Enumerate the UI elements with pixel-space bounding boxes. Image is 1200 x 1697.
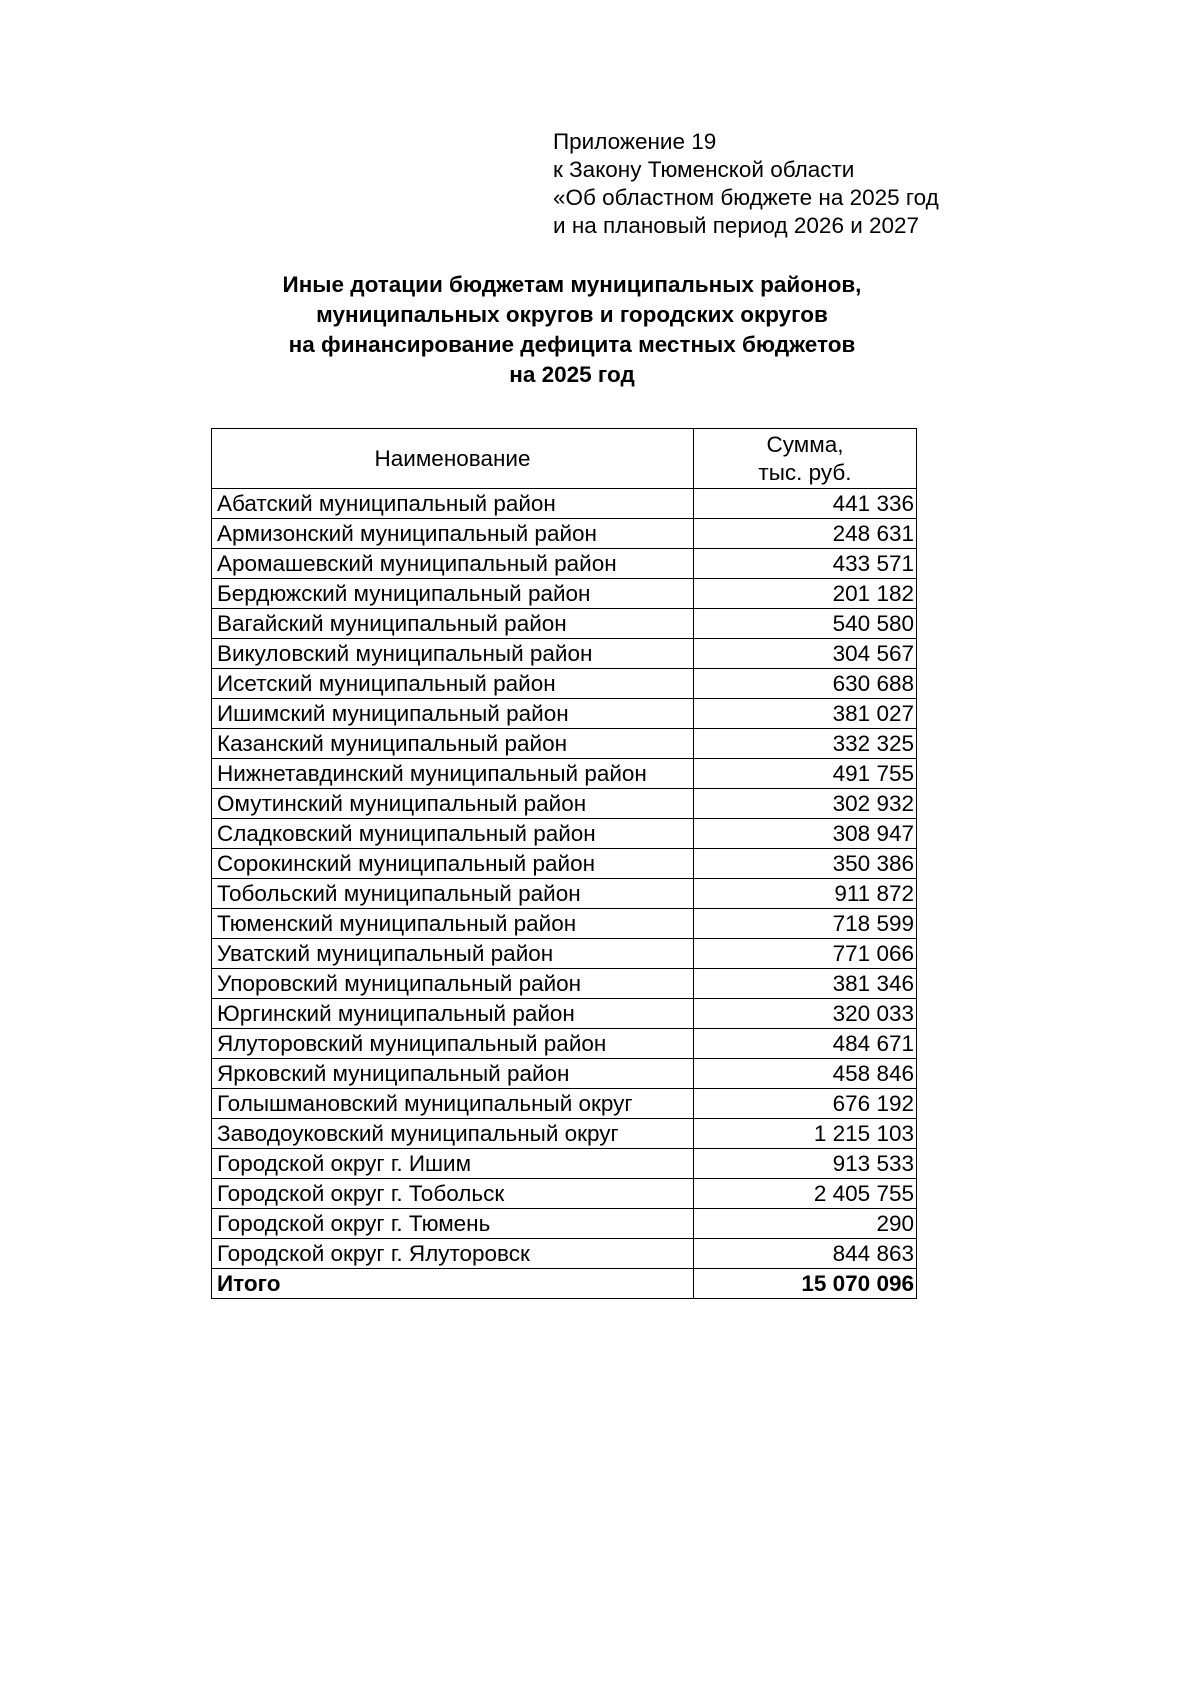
title-line: на финансирование дефицита местных бюджетов (288, 332, 856, 357)
row-sum: 458 846 (694, 1059, 917, 1089)
table-row (212, 1149, 917, 1179)
table-row (212, 759, 917, 789)
row-sum: 433 571 (694, 549, 917, 579)
table-row (212, 549, 917, 579)
table-row (212, 579, 917, 609)
row-name: Голышмановский муниципальный округ (212, 1089, 694, 1119)
total-row (212, 1269, 917, 1299)
row-sum: 1 215 103 (694, 1119, 917, 1149)
row-name: Вагайский муниципальный район (212, 609, 694, 639)
title-line: Иные дотации бюджетам муниципальных районов, (282, 272, 862, 297)
table-row (212, 879, 917, 909)
row-name: Казанский муниципальный район (212, 729, 694, 759)
row-name: Уватский муниципальный район (212, 939, 694, 969)
row-sum: 540 580 (694, 609, 917, 639)
table-row (212, 909, 917, 939)
row-name: Сорокинский муниципальный район (212, 849, 694, 879)
row-sum: 718 599 (694, 909, 917, 939)
table-row (212, 489, 917, 519)
row-name: Тобольский муниципальный район (212, 879, 694, 909)
row-name: Тюменский муниципальный район (212, 909, 694, 939)
row-sum: 320 033 (694, 999, 917, 1029)
row-sum: 491 755 (694, 759, 917, 789)
table-row (212, 519, 917, 549)
row-sum: 911 872 (694, 879, 917, 909)
table-row (212, 669, 917, 699)
table-row (212, 1029, 917, 1059)
row-sum: 630 688 (694, 669, 917, 699)
row-sum: 308 947 (694, 819, 917, 849)
appendix-line: и на плановый период 2026 и 2027 (553, 213, 920, 238)
row-name: Городской округ г. Тобольск (212, 1179, 694, 1209)
row-sum: 350 386 (694, 849, 917, 879)
row-name: Викуловский муниципальный район (212, 639, 694, 669)
table-row (212, 1179, 917, 1209)
row-name: Аромашевский муниципальный район (212, 549, 694, 579)
table-row (212, 639, 917, 669)
column-header-sum-unit: тыс. руб. (758, 459, 852, 485)
row-sum: 676 192 (694, 1089, 917, 1119)
table-header-row (212, 429, 917, 489)
row-sum: 441 336 (694, 489, 917, 519)
row-name: Ялуторовский муниципальный район (212, 1029, 694, 1059)
row-name: Абатский муниципальный район (212, 489, 694, 519)
row-name: Городской округ г. Ишим (212, 1149, 694, 1179)
row-name: Городской округ г. Тюмень (212, 1209, 694, 1239)
table-row (212, 1089, 917, 1119)
row-sum: 201 182 (694, 579, 917, 609)
table-row (212, 939, 917, 969)
row-sum: 381 027 (694, 699, 917, 729)
table-row (212, 789, 917, 819)
table-row (212, 999, 917, 1029)
row-name: Бердюжский муниципальный район (212, 579, 694, 609)
row-sum: 381 346 (694, 969, 917, 999)
subsidies-table (211, 428, 917, 1299)
table-row (212, 729, 917, 759)
appendix-line: Приложение 19 (553, 129, 717, 154)
column-header-name: Наименование (212, 429, 694, 489)
row-sum: 332 325 (694, 729, 917, 759)
title-line: на 2025 год (509, 362, 635, 387)
appendix-line: «Об областном бюджете на 2025 год (553, 185, 939, 210)
title-line: муниципальных округов и городских округов (316, 302, 828, 327)
row-name: Городской округ г. Ялуторовск (212, 1239, 694, 1269)
row-sum: 484 671 (694, 1029, 917, 1059)
row-sum: 2 405 755 (694, 1179, 917, 1209)
table-row (212, 699, 917, 729)
table-row (212, 819, 917, 849)
row-sum: 844 863 (694, 1239, 917, 1269)
row-sum: 290 (694, 1209, 917, 1239)
table-row (212, 609, 917, 639)
row-name: Армизонский муниципальный район (212, 519, 694, 549)
table-row (212, 849, 917, 879)
total-label: Итого (212, 1269, 694, 1299)
row-name: Сладковский муниципальный район (212, 819, 694, 849)
appendix-line: к Закону Тюменской области (553, 157, 855, 182)
row-name: Ярковский муниципальный район (212, 1059, 694, 1089)
row-name: Упоровский муниципальный район (212, 969, 694, 999)
row-name: Омутинский муниципальный район (212, 789, 694, 819)
column-header-sum-line: Сумма, (766, 431, 844, 457)
row-sum: 304 567 (694, 639, 917, 669)
row-name: Юргинский муниципальный район (212, 999, 694, 1029)
table-row (212, 1119, 917, 1149)
total-sum: 15 070 096 (694, 1269, 917, 1299)
table-row (212, 1209, 917, 1239)
column-header-sum (694, 429, 917, 489)
table-row (212, 1059, 917, 1089)
row-sum: 913 533 (694, 1149, 917, 1179)
table-body (212, 489, 917, 1269)
row-name: Ишимский муниципальный район (212, 699, 694, 729)
row-sum: 771 066 (694, 939, 917, 969)
row-name: Исетский муниципальный район (212, 669, 694, 699)
row-name: Заводоуковский муниципальный округ (212, 1119, 694, 1149)
row-name: Нижнетавдинский муниципальный район (212, 759, 694, 789)
table-row (212, 1239, 917, 1269)
table-row (212, 969, 917, 999)
document-title (212, 270, 932, 390)
row-sum: 248 631 (694, 519, 917, 549)
row-sum: 302 932 (694, 789, 917, 819)
appendix-block (553, 128, 939, 240)
